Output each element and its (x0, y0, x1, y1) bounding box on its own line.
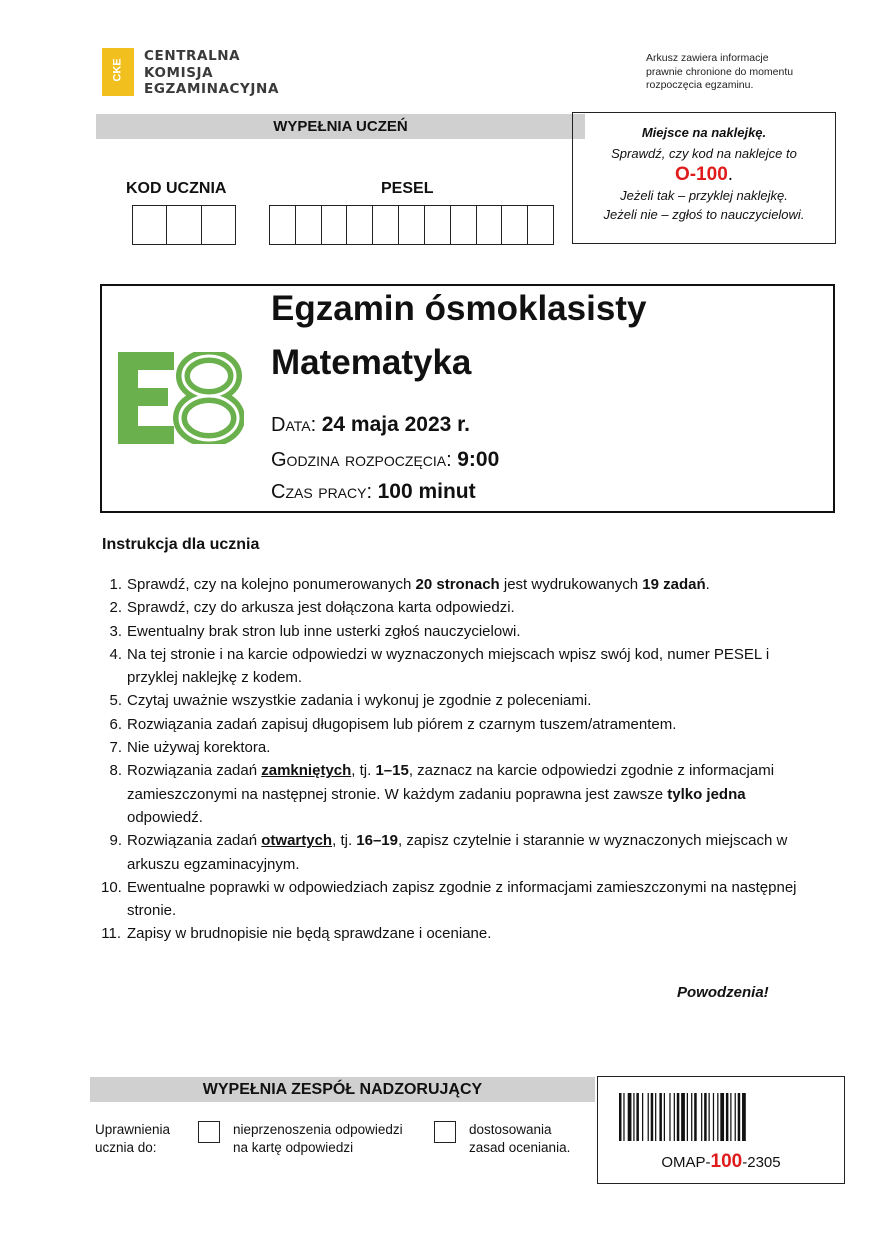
instruction-item: 9. Rozwiązania zadań otwartych, tj. 16–19, zapisz czytelnie i starannie w wyznaczonych miejscach w arkuszu egzaminacyjnym. (109, 832, 788, 873)
option-no-transfer-label: nieprzenoszenia odpowiedzi na kartę odpowiedzi (233, 1122, 403, 1155)
instructions-list (102, 573, 802, 946)
instruction-item: 7. Nie używaj korektora. (109, 739, 271, 757)
pesel-digit-box[interactable] (270, 206, 296, 244)
e8-logo-icon (118, 352, 244, 444)
instruction-item: 6. Rozwiązania zadań zapisuj długopisem lub piórem z czarnym tuszem/atramentem. (109, 715, 677, 733)
cke-logo-text: CENTRALNA KOMISJA EGZAMINACYJNA (144, 48, 279, 97)
pesel-input[interactable] (269, 205, 554, 245)
instruction-item: 5. Czytaj uważnie wszystkie zadania i wykonuj je zgodnie z poleceniami. (109, 692, 592, 710)
instruction-item: 1. Sprawdź, czy na kolejno ponumerowanych 20 stronach jest wydrukowanych 19 zadań. (109, 576, 710, 593)
pesel-digit-box[interactable] (322, 206, 348, 244)
barcode-label: OMAP-100-2305 (661, 1151, 781, 1172)
pesel-digit-box[interactable] (425, 206, 451, 244)
instruction-item: 10. Ewentualne poprawki w odpowiedziach zapisz zgodnie z informacjami zamieszczonymi na następnej stronie. (101, 878, 797, 920)
pesel-digit-box[interactable] (528, 206, 553, 244)
legal-notice: Arkusz zawiera informacje prawnie chronione do momentu rozpoczęcia egzaminu. (646, 52, 794, 91)
sticker-code: O-100. (674, 164, 734, 185)
pesel-label: PESEL (381, 180, 434, 197)
student-section-band: WYPEŁNIA UCZEŃ (96, 114, 585, 139)
student-code-input[interactable] (132, 205, 236, 245)
instructions-title: Instrukcja dla ucznia (102, 536, 260, 553)
pesel-digit-box[interactable] (296, 206, 322, 244)
exam-duration: Czas pracy: 100 minut (271, 480, 476, 503)
barcode-icon (619, 1093, 823, 1141)
student-code-digit-box[interactable] (167, 206, 201, 244)
instruction-item: 2. Sprawdź, czy do arkusza jest dołączona karta odpowiedzi. (109, 599, 515, 617)
student-code-label: KOD UCZNIA (126, 180, 227, 197)
student-code-digit-box[interactable] (133, 206, 167, 244)
checkbox-adjusted-grading[interactable] (434, 1121, 456, 1143)
exam-start-time: Godzina rozpoczęcia: 9:00 (271, 448, 500, 471)
instruction-item: 11. Zapisy w brudnopisie nie będą sprawdzane i oceniane. (101, 925, 492, 943)
checkbox-no-transfer[interactable] (198, 1121, 220, 1143)
instruction-item: 3. Ewentualny brak stron lub inne usterki zgłoś nauczycielowi. (109, 622, 521, 640)
pesel-digit-box[interactable] (399, 206, 425, 244)
exam-date: Data: 24 maja 2023 r. (271, 413, 471, 436)
supervisors-section-band: WYPEŁNIA ZESPÓŁ NADZORUJĄCY (90, 1077, 595, 1102)
rights-label: Uprawnienia ucznia do: (95, 1122, 171, 1155)
student-code-digit-box[interactable] (202, 206, 235, 244)
sticker-area: Miejsce na naklejkę. Sprawdź, czy kod na naklejce to O-100. Jeżeli tak – przyklej naklejkę. Jeżeli nie – zgłoś to nauczycielowi. (572, 112, 836, 244)
instruction-item: 4. Na tej stronie i na karcie odpowiedzi w wyznaczonych miejscach wpisz swój kod, numer PESEL i przyklej naklejkę z kodem. (109, 645, 770, 687)
good-luck-text: Powodzenia! (677, 984, 769, 1001)
pesel-digit-box[interactable] (451, 206, 477, 244)
instruction-item: 8. Rozwiązania zadań zamkniętych, tj. 1–15, zaznacz na karcie odpowiedzi zgodnie z informacjami zamieszczonymi na następnej stronie. W każdym zadaniu poprawna jest zawsze tylko jedna odpowiedź. (109, 762, 775, 826)
pesel-digit-box[interactable] (477, 206, 503, 244)
cke-logo-mark: CKE (102, 48, 134, 96)
option-adjusted-grading-label: dostosowania zasad oceniania. (469, 1122, 571, 1155)
pesel-digit-box[interactable] (502, 206, 528, 244)
pesel-digit-box[interactable] (347, 206, 373, 244)
pesel-digit-box[interactable] (373, 206, 399, 244)
exam-title: Egzamin ósmoklasisty (271, 289, 647, 328)
exam-subject: Matematyka (271, 343, 472, 382)
